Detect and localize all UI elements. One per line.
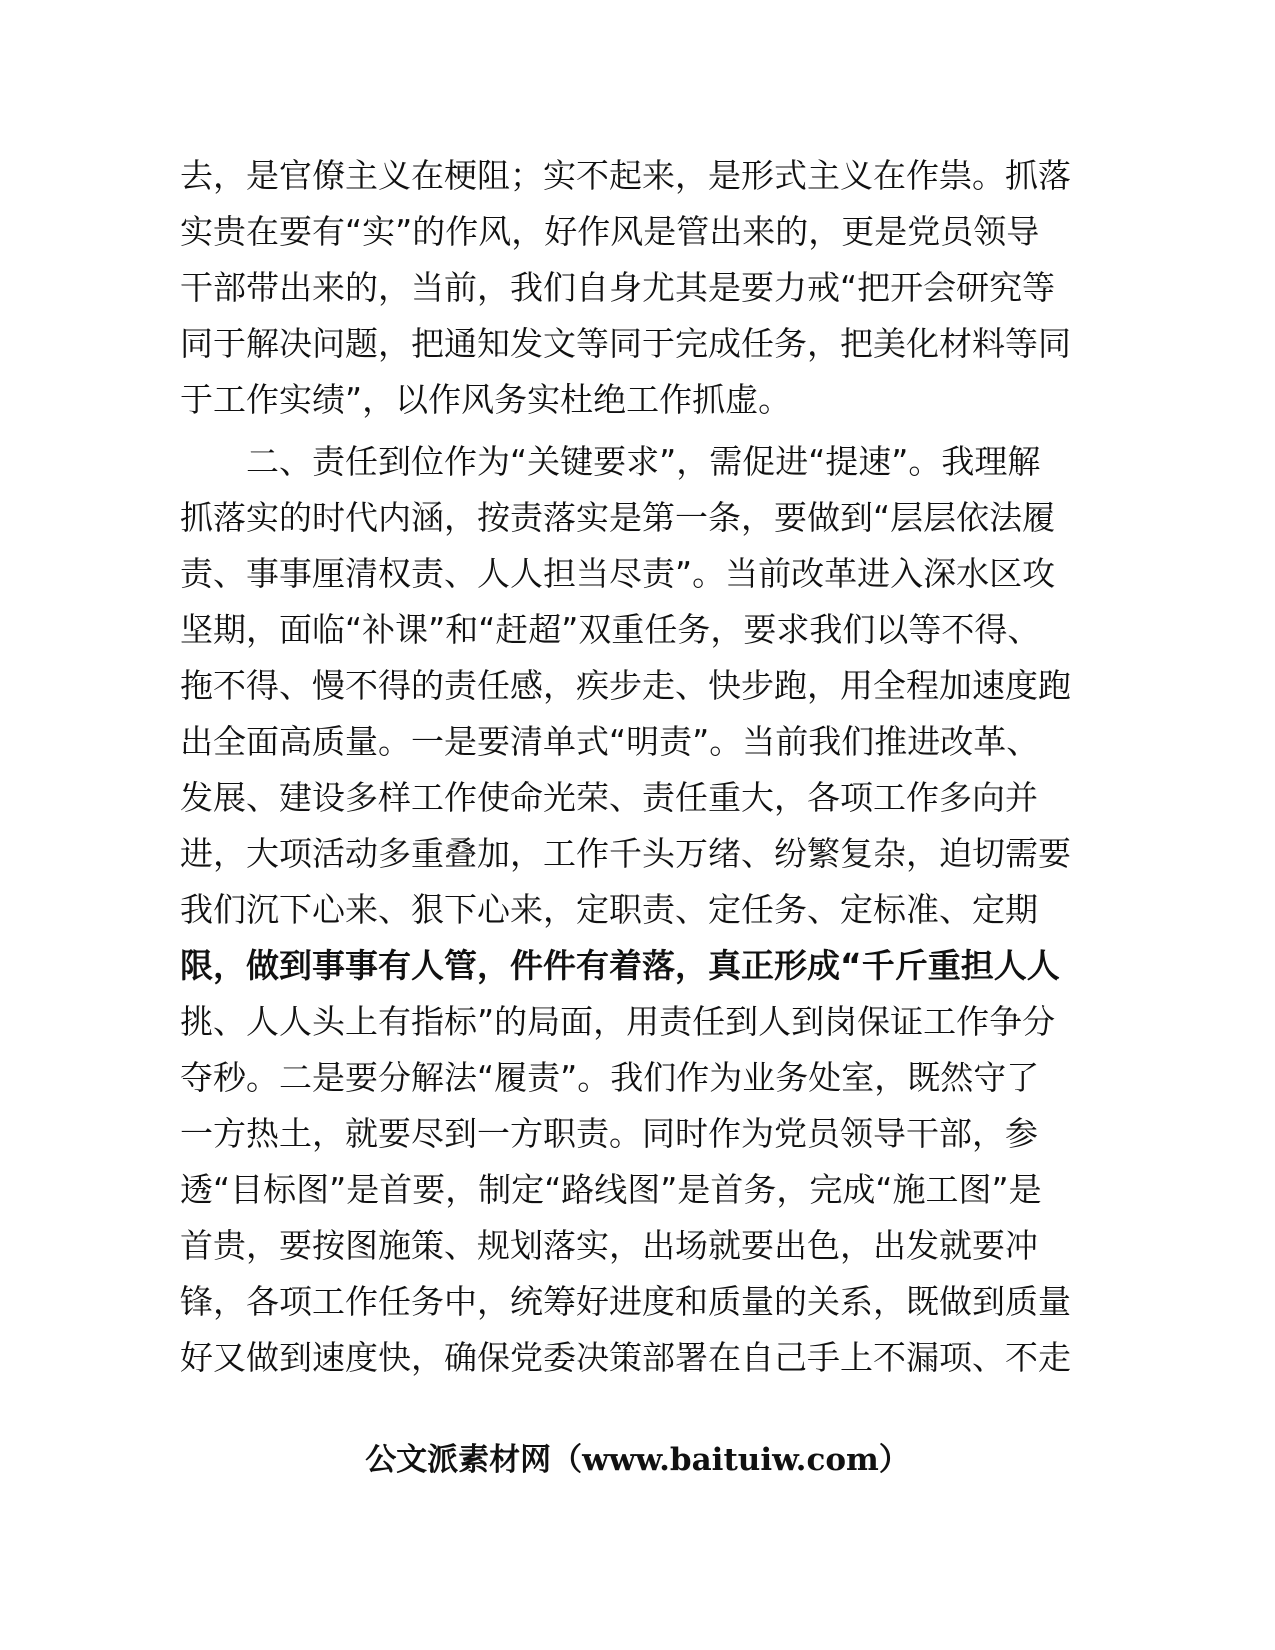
text-line: 发展、建设多样工作使命光荣、责任重大，各项工作多向并 [180,778,1038,817]
text-line: 限，做到事事有人管，件件有着落，真正形成“千斤重担人人 [180,946,1060,985]
text-line: 拖不得、慢不得的责任感，疾步走、快步跑，用全程加速度跑 [180,666,1071,705]
text-line: 挑、人人头上有指标”的局面，用责任到人到岗保证工作争分 [180,1002,1056,1041]
section-heading-line: 二、责任到位作为“关键要求”，需促进“提速”。我理解 [180,442,1041,481]
text-line: 进，大项活动多重叠加，工作千头万绪、纷繁复杂，迫切需要 [180,834,1071,873]
text-line: 一方热土，就要尽到一方职责。同时作为党员领导干部，参 [180,1114,1038,1153]
text-line: 干部带出来的，当前，我们自身尤其是要力戒“把开会研究等 [180,268,1056,307]
text-line: 同于解决问题，把通知发文等同于完成任务，把美化材料等同 [180,324,1071,363]
text-line: 锋，各项工作任务中，统筹好进度和质量的关系，既做到质量 [180,1282,1071,1321]
document-body [180,148,1071,1386]
text-line: 首贵，要按图施策、规划落实，出场就要出色，出发就要冲 [180,1226,1038,1265]
text-line: 责、事事厘清权责、人人担当尽责”。当前改革进入深水区攻 [180,554,1056,593]
text-line: 好又做到速度快，确保党委决策部署在自己手上不漏项、不走 [180,1338,1071,1377]
text-line: 透“目标图”是首要，制定“路线图”是首务，完成“施工图”是 [180,1170,1042,1209]
text-line: 坚期，面临“补课”和“赶超”双重任务，要求我们以等不得、 [180,610,1041,649]
text-line: 去，是官僚主义在梗阻；实不起来，是形式主义在作祟。抓落 [180,156,1071,195]
text-line: 实贵在要有“实”的作风，好作风是管出来的，更是党员领导 [180,212,1040,251]
text-line: 夺秒。二是要分解法“履责”。我们作为业务处室，既然守了 [180,1058,1040,1097]
text-line: 我们沉下心来、狠下心来，定职责、定任务、定标准、定期 [180,890,1038,929]
text-line: 于工作实绩”，以作风务实杜绝工作抓虚。 [180,380,792,419]
text-line: 抓落实的时代内涵，按责落实是第一条，要做到“层层依法履 [180,498,1056,537]
footer-watermark: 公文派素材网（www.baituiw.com） [365,1442,910,1478]
text-line: 出全面高质量。一是要清单式“明责”。当前我们推进改革、 [180,722,1040,761]
